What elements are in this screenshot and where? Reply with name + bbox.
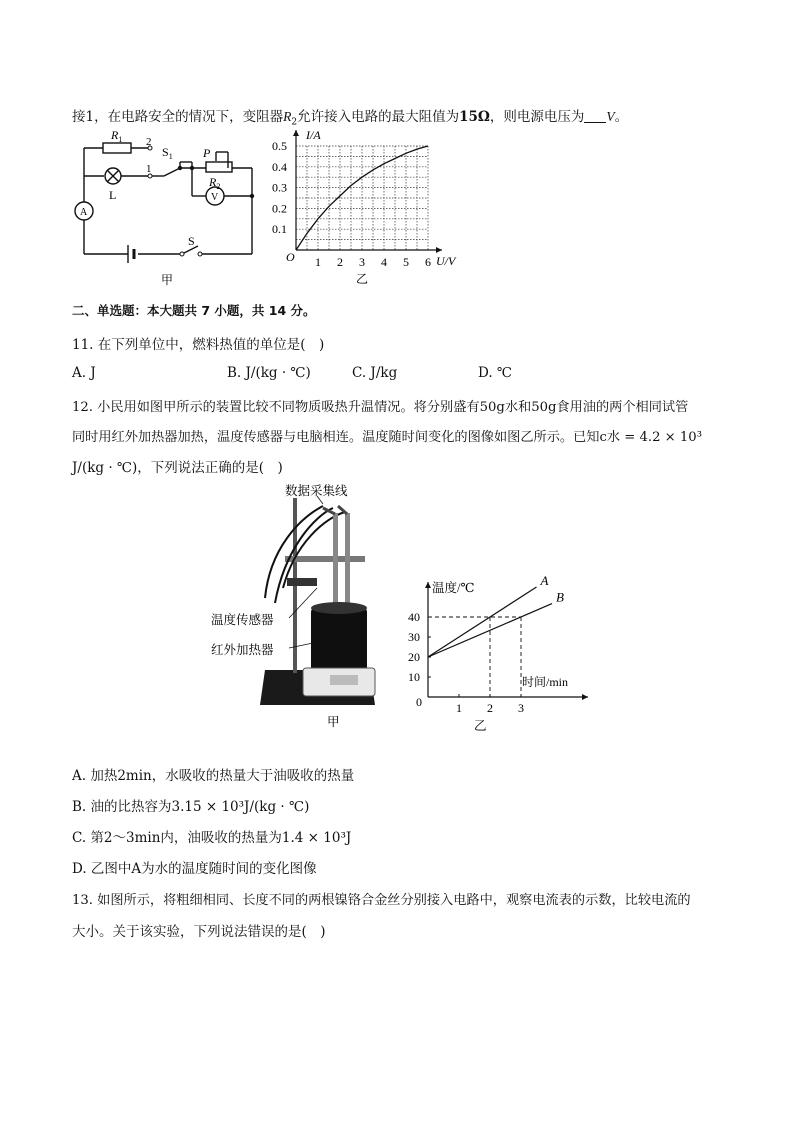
iu-ylabel: I/A xyxy=(306,128,321,142)
circuit-diagram xyxy=(70,128,270,293)
temp-x-arrow xyxy=(582,694,588,700)
q11-option-a: A. J xyxy=(72,365,96,381)
temp-series-label-a: A xyxy=(540,573,549,588)
temp-y-tick-label: 20 xyxy=(408,650,420,664)
q10-text-c: ，则电源电压为 xyxy=(489,109,585,125)
iu-x-tick-label: 5 xyxy=(403,255,409,269)
iu-y-tick-label: 0.5 xyxy=(272,139,287,153)
q12-option-b: B. 油的比热容为3.15 × 10³J/(kg · ℃) xyxy=(72,799,310,815)
q13-line1: 13. 如图所示，将粗细相同、长度不同的两根镍铬合金丝分别接入电路中，观察电流表的示数，比较电流的 xyxy=(72,893,691,908)
heater-label: 红外加热器 xyxy=(211,643,274,657)
iu-y-arrow xyxy=(293,130,299,136)
q10-r2-symbol: R xyxy=(283,109,292,124)
ammeter-label: A xyxy=(80,207,88,218)
q11-option-b: B. J/(kg · ℃) xyxy=(227,365,311,381)
q10-value: 15Ω xyxy=(459,109,490,125)
iu-x-tick-label: 2 xyxy=(337,255,343,269)
q11-option-c: C. J/kg xyxy=(352,365,398,381)
temp-y-tick-label: 40 xyxy=(408,610,420,624)
section-heading: 二、单选题：本大题共 7 小题，共 14 分。 xyxy=(72,303,316,318)
apparatus-photo xyxy=(205,478,385,733)
iu-y-tick-label: 0.1 xyxy=(272,222,287,237)
cable-label: 数据采集线 xyxy=(285,484,348,498)
q12-line3: J/(kg · ℃)，下列说法正确的是( ) xyxy=(72,460,283,476)
iu-caption: 乙 xyxy=(356,272,369,286)
temp-x-tick-label: 2 xyxy=(487,701,493,715)
q12-line1: 12. 小民用如图甲所示的装置比较不同物质吸热升温情况。将分别盛有50g水和50g食用油的两个相同试管 xyxy=(72,400,689,415)
q12-option-c: C. 第2～3min内，油吸收的热量为1.4 × 10³J xyxy=(72,830,352,846)
temp-xlabel: 时间/min xyxy=(522,675,569,689)
circuit-caption: 甲 xyxy=(161,273,174,287)
iu-chart xyxy=(268,125,478,290)
q11-stem: 11. 在下列单位中，燃料热值的单位是( ) xyxy=(72,337,325,353)
temp-caption: 乙 xyxy=(474,719,487,733)
q12-line2: 同时用红外加热器加热，温度传感器与电脑相连。温度随时间变化的图像如图乙所示。已知c水 = 4.2 × 10³ xyxy=(72,430,702,445)
iu-xlabel: U/V xyxy=(436,254,456,268)
switch-label: S xyxy=(188,234,195,248)
iu-x-tick-label: 4 xyxy=(381,255,387,269)
pos2-label: 2 xyxy=(146,136,152,148)
iu-origin: O xyxy=(286,250,295,264)
temp-series-label-b: B xyxy=(556,589,564,605)
temperature-chart xyxy=(400,570,600,735)
answer-blank xyxy=(584,110,606,123)
iu-y-tick-label: 0.2 xyxy=(272,201,287,216)
iu-y-tick-label: 0.3 xyxy=(272,180,287,195)
q10-text-b: 允许接入电路的最大阻值为 xyxy=(297,109,460,125)
p-label: P xyxy=(203,146,211,160)
voltmeter-label: V xyxy=(211,192,219,203)
temp-y-arrow xyxy=(425,582,431,588)
r2-label: $R_2$ xyxy=(209,175,221,191)
s1-label: $S_1$ xyxy=(162,145,173,161)
temp-x-tick-label: 3 xyxy=(518,701,524,715)
r1-label: $R_1$ xyxy=(111,128,123,144)
sensor-label: 温度传感器 xyxy=(211,613,274,627)
temp-x-tick-label: 1 xyxy=(456,701,462,715)
q10-unit: V xyxy=(606,109,615,124)
iu-x-tick-label: 1 xyxy=(315,255,321,269)
q13-line2: 大小。关于该实验，下列说法错误的是( ) xyxy=(72,924,326,940)
photo-caption: 甲 xyxy=(327,715,340,729)
iu-x-tick-label: 6 xyxy=(425,255,431,269)
temp-y-tick-label: 10 xyxy=(408,670,420,684)
q10-text-a: 接1，在电路安全的情况下，变阻器 xyxy=(72,109,284,125)
q12-option-d: D. 乙图中A为水的温度随时间的变化图像 xyxy=(72,861,317,877)
temp-y-tick-label: 30 xyxy=(408,630,420,644)
temp-series-line-a xyxy=(428,587,537,657)
q10-text-d: 。 xyxy=(614,109,629,125)
iu-x-arrow xyxy=(436,247,442,253)
iu-x-tick-label: 3 xyxy=(359,255,365,269)
q11-option-d: D. ℃ xyxy=(478,365,513,381)
lamp-label: L xyxy=(109,188,117,202)
temp-ylabel: 温度/℃ xyxy=(432,581,475,595)
q10-r2-sub: 2 xyxy=(291,117,298,128)
temp-origin: 0 xyxy=(416,695,422,709)
pos1-label: 1 xyxy=(146,163,152,175)
q12-option-a: A. 加热2min，水吸收的热量大于油吸收的热量 xyxy=(72,768,355,784)
iu-y-tick-label: 0.4 xyxy=(272,159,287,174)
